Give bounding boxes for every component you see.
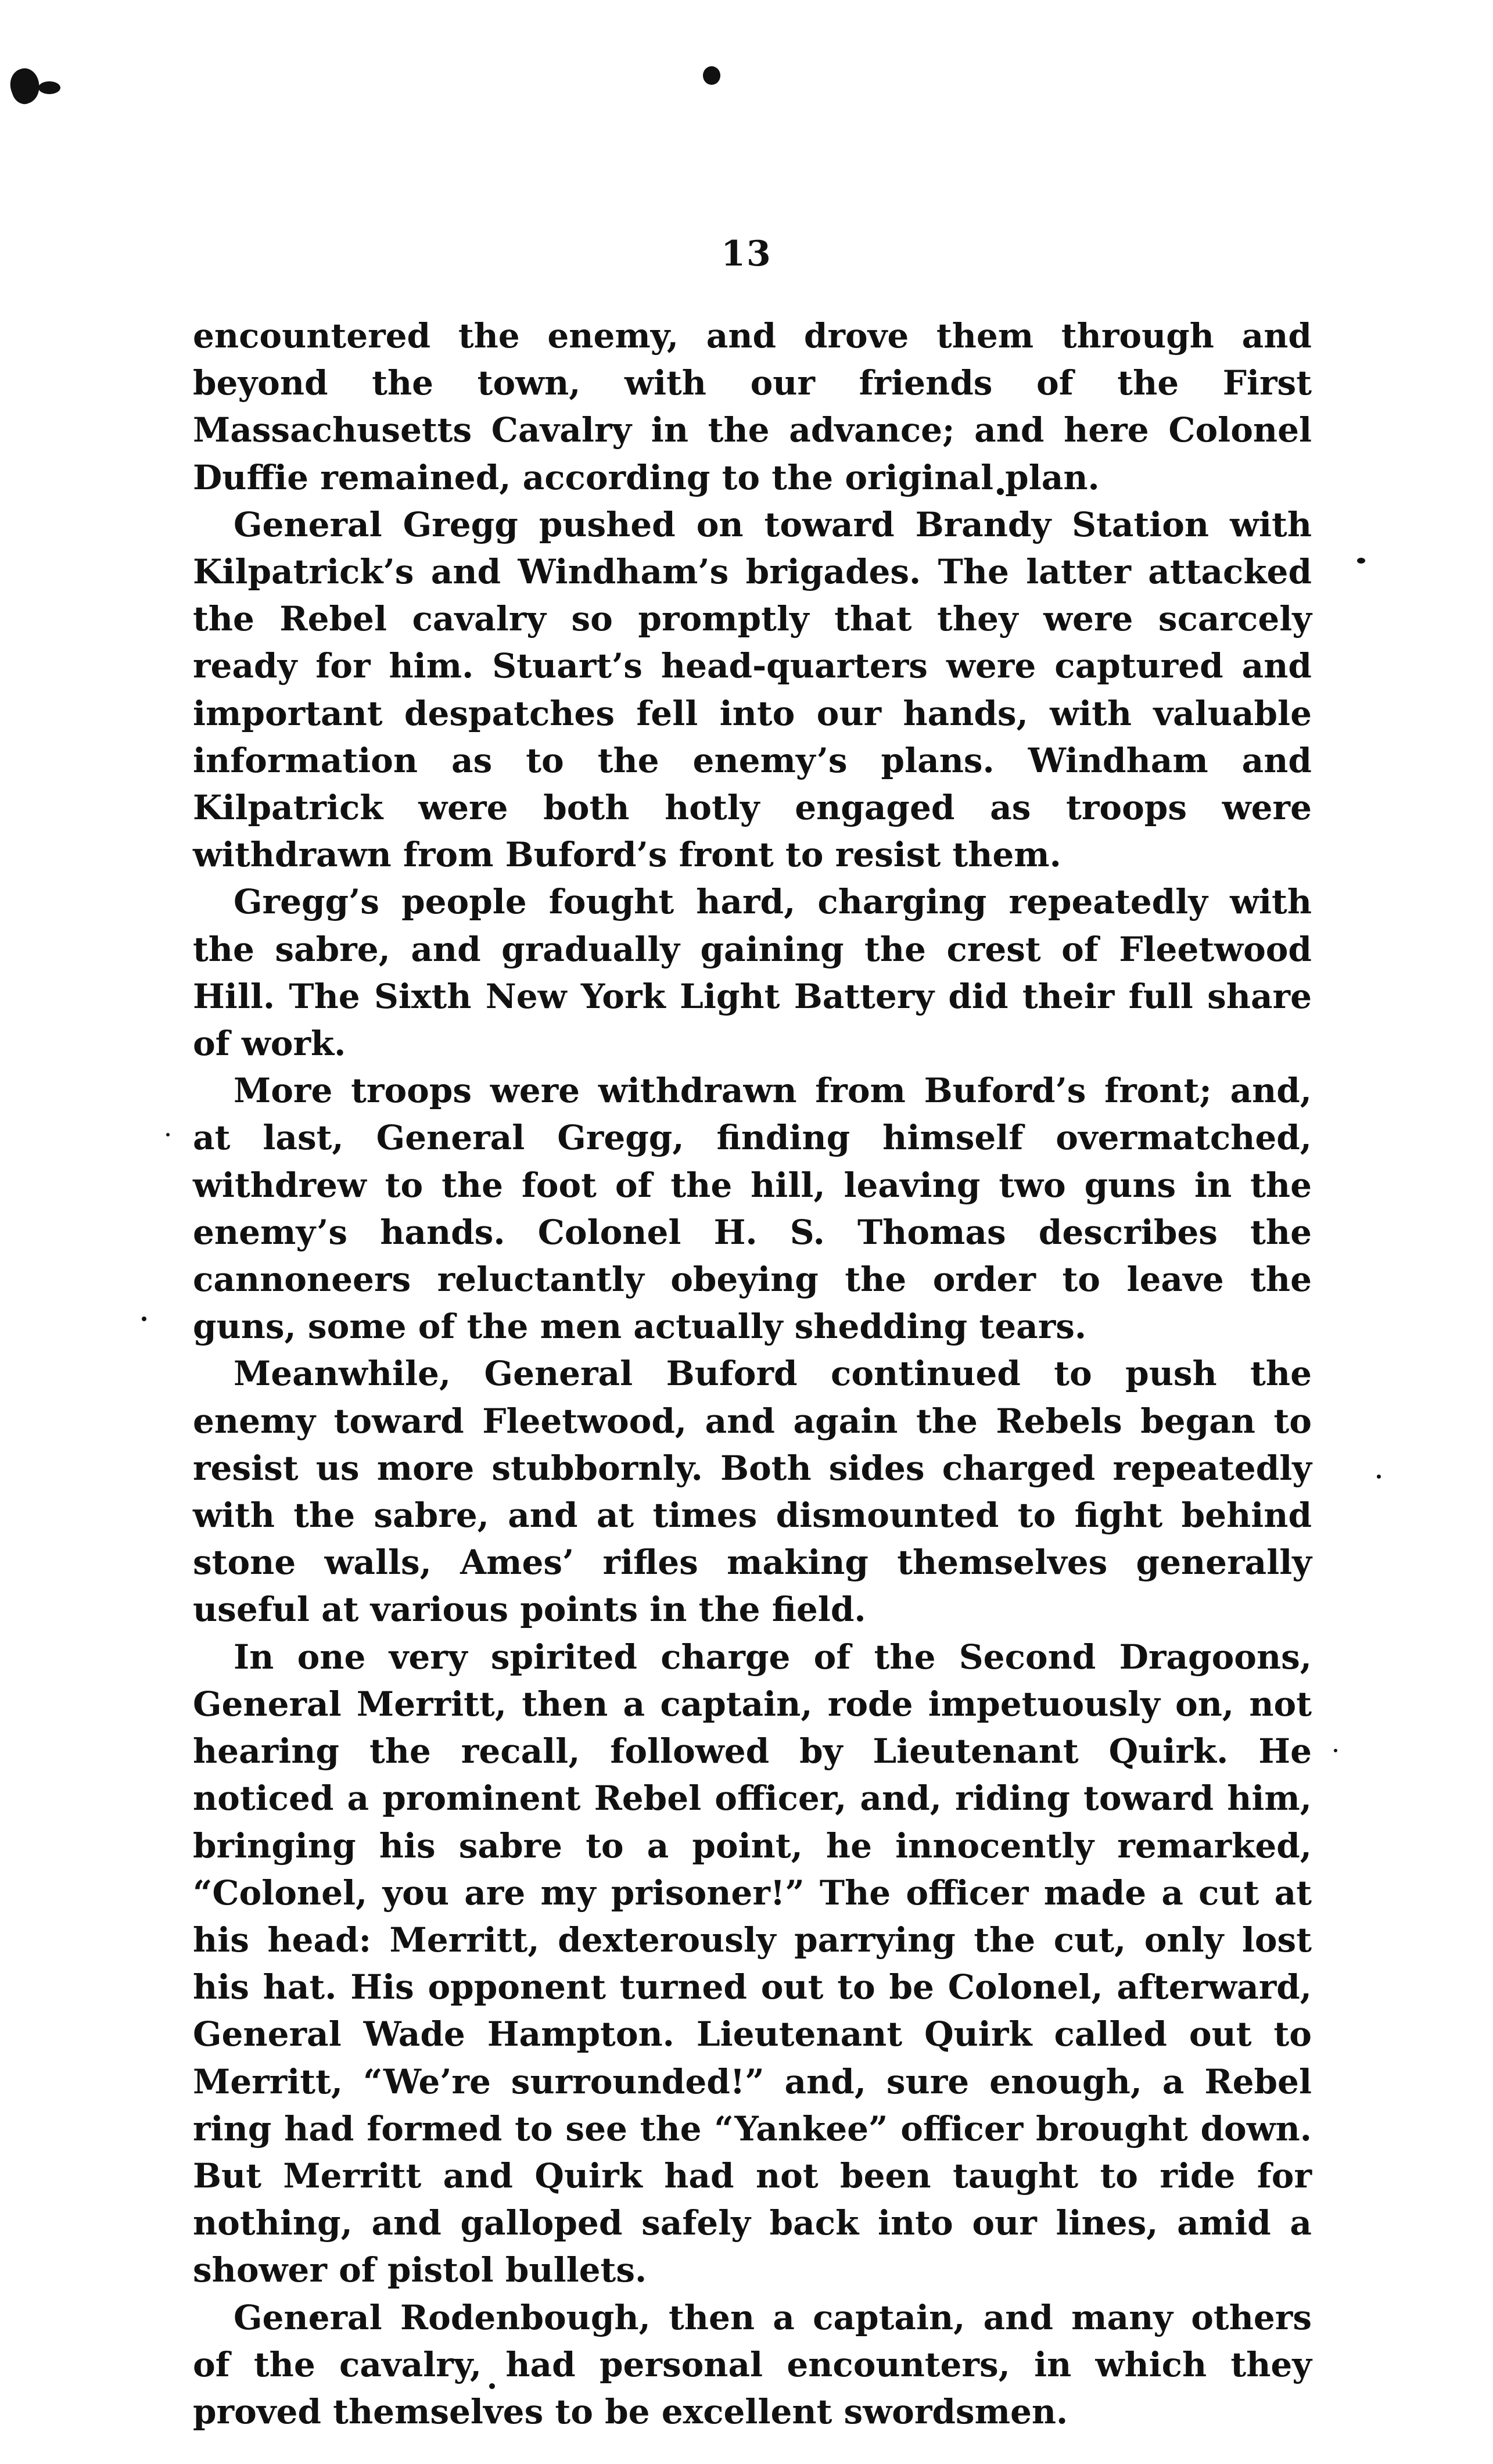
paragraph: More troops were withdrawn from Buford’s front; and, at last, General Gregg, finding himself overmatched, withdrew to the foot of the hill, leaving two guns in the enemy’s hands. Colonel H. S. Thomas describes the cannoneers reluctantly obeying the order to leave the guns, some of the men actually shedding tears. bbox=[193, 1071, 1312, 1347]
page-number: 13 bbox=[721, 234, 772, 274]
ink-dot bbox=[166, 1133, 170, 1136]
paragraph: encountered the enemy, and drove them through and beyond the town, with our friends of the First Massachusetts Cavalry in the advance; and here Colonel Duffie remained, according to the original plan. bbox=[193, 316, 1312, 497]
ink-dot bbox=[703, 66, 720, 85]
ink-dot bbox=[1334, 1749, 1337, 1752]
paragraph: Gregg’s people fought hard, charging repeatedly with the sabre, and gradually gaining the crest of Fleetwood Hill. The Sixth New York Light Battery did their full share of work. bbox=[193, 882, 1312, 1064]
ink-dot bbox=[1357, 558, 1365, 564]
body-text bbox=[193, 313, 1312, 2436]
ink-dot bbox=[142, 1317, 146, 1321]
paragraph: In one very spirited charge of the Second Dragoons, General Merritt, then a captain, rode impetuously on, not hearing the recall, followed by Lieutenant Quirk. He noticed a prominent Rebel officer, and, riding toward him, bringing his sabre to a point, he innocently remarked, “Colonel, you are my prisoner!” The officer made a cut at his head: Merritt, dexterously parrying the cut, only lost his hat. His opponent turned out to be Colonel, afterward, General Wade Hampton. Lieutenant Quirk called out to Merritt, “We’re surrounded!” and, sure enough, a Rebel ring had formed to see the “Yankee” officer brought down. But Merritt and Quirk had not been taught to ride for nothing, and galloped safely back into our lines, amid a shower of pistol bullets. bbox=[193, 1637, 1312, 2290]
paragraph: General Rodenbough, then a captain, and many others of the cavalry, had personal encounters, in which they proved themselves to be excellent swordsmen. bbox=[193, 2297, 1312, 2431]
paragraph: Meanwhile, General Buford continued to push the enemy toward Fleetwood, and again the Rebels began to resist us more stubbornly. Both sides charged repeatedly with the sabre, and at times dismounted to fight behind stone walls, Ames’ rifles making themselves generally useful at various points in the field. bbox=[193, 1354, 1312, 1630]
ink-dot bbox=[1377, 1475, 1381, 1479]
ink-blot-tail bbox=[38, 81, 60, 94]
paragraph: General Gregg pushed on toward Brandy Station with Kilpatrick’s and Windham’s brigades. The latter attacked the Rebel cavalry so promptly that they were scarcely ready for him. Stuart’s head-quarters were captured and important despatches fell into our hands, with valuable information as to the enemy’s plans. Windham and Kilpatrick were both hotly engaged as troops were withdrawn from Buford’s front to resist them. bbox=[193, 504, 1312, 875]
